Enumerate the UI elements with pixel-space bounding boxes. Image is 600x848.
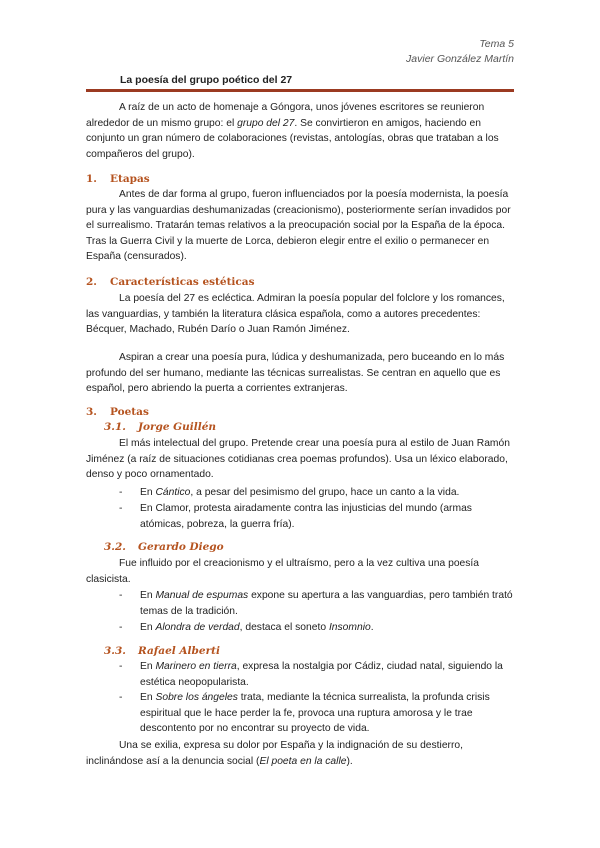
guillen-heading: 3.1. Jorge Guillén	[104, 421, 217, 433]
diego-text: Fue influido por el creacionismo y el ultraísmo, pero a la vez cultiva una poesía clasicista.	[86, 558, 480, 585]
section-2-paragraph-1: La poesía del 27 es ecléctica. Admiran la poesía popular del folclore y los romances, las vanguardias, y también la literatura clásica española, como a autores precedentes: Bécquer, Machado, Rubén Darío o Juan Ramón Jiménez.	[86, 293, 505, 336]
header-topic: Tema 5	[479, 38, 514, 50]
alberti-heading: 3.3. Rafael Alberti	[104, 645, 220, 657]
section-3-heading: 3. Poetas	[86, 406, 149, 418]
section-2-heading: 2. Características estéticas	[86, 276, 255, 288]
list-item: - En Cántico, a pesar del pesimismo del grupo, hace un canto a la vida.	[119, 487, 460, 498]
header-author: Javier González Martín	[406, 53, 514, 65]
list-item: - En Sobre los ángeles trata, mediante la técnica surrealista, la profunda crisis espiritual que le hace perder la fe, provoca una ruptura amorosa y le trae descontento por no encontrar su proyecto de vida.	[119, 692, 490, 735]
section-1-text: Antes de dar forma al grupo, fueron influenciados por la poesía modernista, la poesía pura y las vanguardias deshumanizadas (creacionismo), posteriormente serían invadidos por el surrealismo. Tratarán temas relativos a la preocupación social por la España de la época. Tras la Guerra Civil y la muerte de Lorca, debieron elegir entre el exilio o permanecer en España (censurados).	[86, 189, 511, 263]
list-item: - En Alondra de verdad, destaca el soneto Insomnio.	[119, 622, 374, 633]
list-item: - En Manual de espumas expone su apertura a las vanguardias, pero también trató temas de la tradición.	[119, 590, 513, 617]
section-2-paragraph-2: Aspiran a crear una poesía pura, lúdica y deshumanizada, pero buceando en lo más profundo del ser humano, mediante las técnicas surrealistas. Se centran en aquello que es español, pero abriendo la puerta a corrientes extranjeras.	[86, 352, 505, 395]
section-1-heading: 1. Etapas	[86, 173, 150, 185]
intro-paragraph: A raíz de un acto de homenaje a Góngora, unos jóvenes escritores se reunieron alrededor de un mismo grupo: el grupo del 27. Se convirtieron en amigos, haciendo en conjunto un gran número de colaboraciones (revistas, antologías, obras que trataban a los compañeros del grupo).	[86, 102, 499, 160]
header-rule	[86, 89, 514, 92]
list-item: - En Clamor, protesta airadamente contra las injusticias del mundo (armas atómicas, pobreza, la guerra fría).	[119, 503, 472, 530]
guillen-text: El más intelectual del grupo. Pretende crear una poesía pura al estilo de Juan Ramón Jiménez (a raíz de situaciones cotidianas crea poemas profundos). Usa un léxico elaborado, denso y poco ornamentado.	[86, 438, 510, 481]
diego-heading: 3.2. Gerardo Diego	[104, 541, 224, 553]
list-item: - En Marinero en tierra, expresa la nostalgia por Cádiz, ciudad natal, siguiendo la estética neopopularista.	[119, 661, 503, 688]
alberti-closing: Una se exilia, expresa su dolor por España y la indignación de su destierro, inclinándose así a la denuncia social (El poeta en la calle).	[86, 740, 464, 767]
page-title: La poesía del grupo poético del 27	[120, 74, 293, 86]
